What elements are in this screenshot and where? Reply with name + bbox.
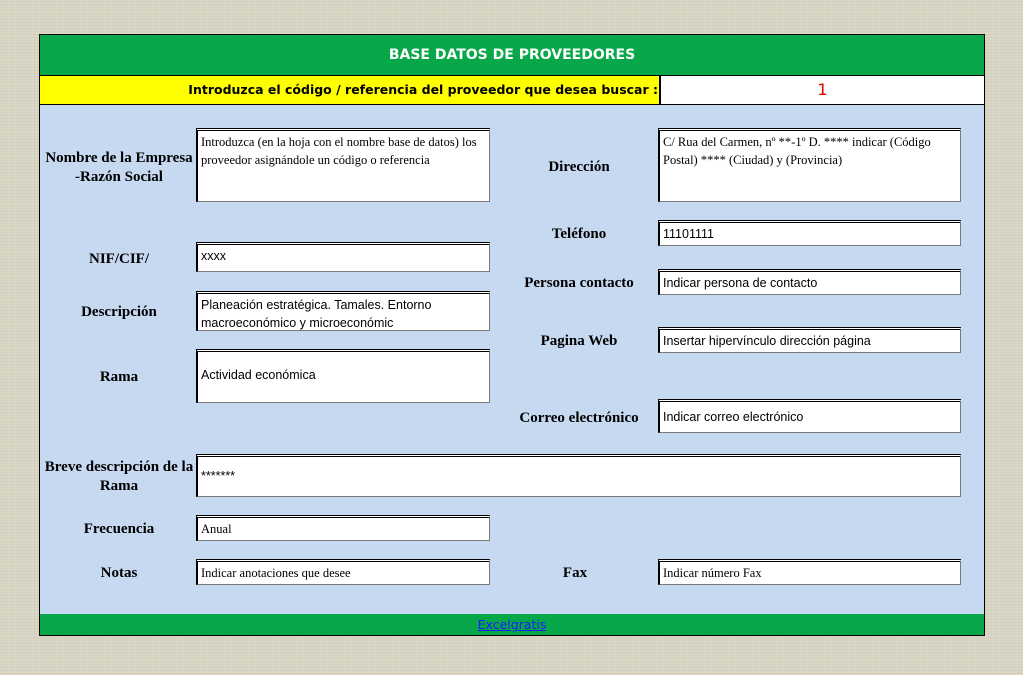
direccion-label: Dirección [548,159,610,175]
nombre-label: Nombre de la Empresa -Razón Social [45,150,193,185]
nombre-field[interactable]: Introduzca (en la hoja con el nombre base de datos) los proveedor asignándole un código o referencia [196,128,490,202]
contacto-field[interactable]: Indicar persona de contacto [658,269,961,295]
nif-label: NIF/CIF/ [89,251,149,267]
form-title: BASE DATOS DE PROVEEDORES [40,35,984,75]
correo-field[interactable]: Indicar correo electrónico [658,399,961,433]
descripcion-label: Descripción [81,304,157,320]
frecuencia-field[interactable]: Anual [196,515,490,541]
search-label: Introduzca el código / referencia del proveedor que desea buscar : [188,82,658,97]
rama-label: Rama [99,369,139,385]
breve-field[interactable]: ******* [196,454,961,497]
breve-label: Breve descripción de la Rama [44,459,194,494]
contacto-label: Persona contacto [524,275,634,291]
excelgratis-link[interactable]: Excelgratis [477,617,547,632]
frecuencia-label: Frecuencia [83,521,155,537]
notas-field[interactable]: Indicar anotaciones que desee [196,559,490,585]
correo-label: Correo electrónico [519,410,639,426]
web-field[interactable]: Insertar hipervínculo dirección página [658,327,961,353]
search-code-input[interactable]: 1 [659,76,984,104]
search-row [40,75,984,105]
telefono-field[interactable]: 11101111 [658,220,961,246]
fax-field[interactable]: Indicar número Fax [658,559,961,585]
telefono-label: Teléfono [551,226,607,242]
footer-bar [40,614,984,635]
web-label: Pagina Web [540,333,618,349]
direccion-field[interactable]: C/ Rua del Carmen, nº **-1º D. **** indicar (Código Postal) **** (Ciudad) y (Provincia) [658,128,961,202]
notas-label: Notas [100,565,138,581]
fax-label: Fax [562,565,588,581]
rama-field[interactable]: Actividad económica [196,349,490,403]
descripcion-field[interactable]: Planeación estratégica. Tamales. Entorno macroeconómico y microeconómic [196,291,490,331]
nif-field[interactable]: xxxx [196,242,490,272]
provider-form-sheet [39,34,985,636]
